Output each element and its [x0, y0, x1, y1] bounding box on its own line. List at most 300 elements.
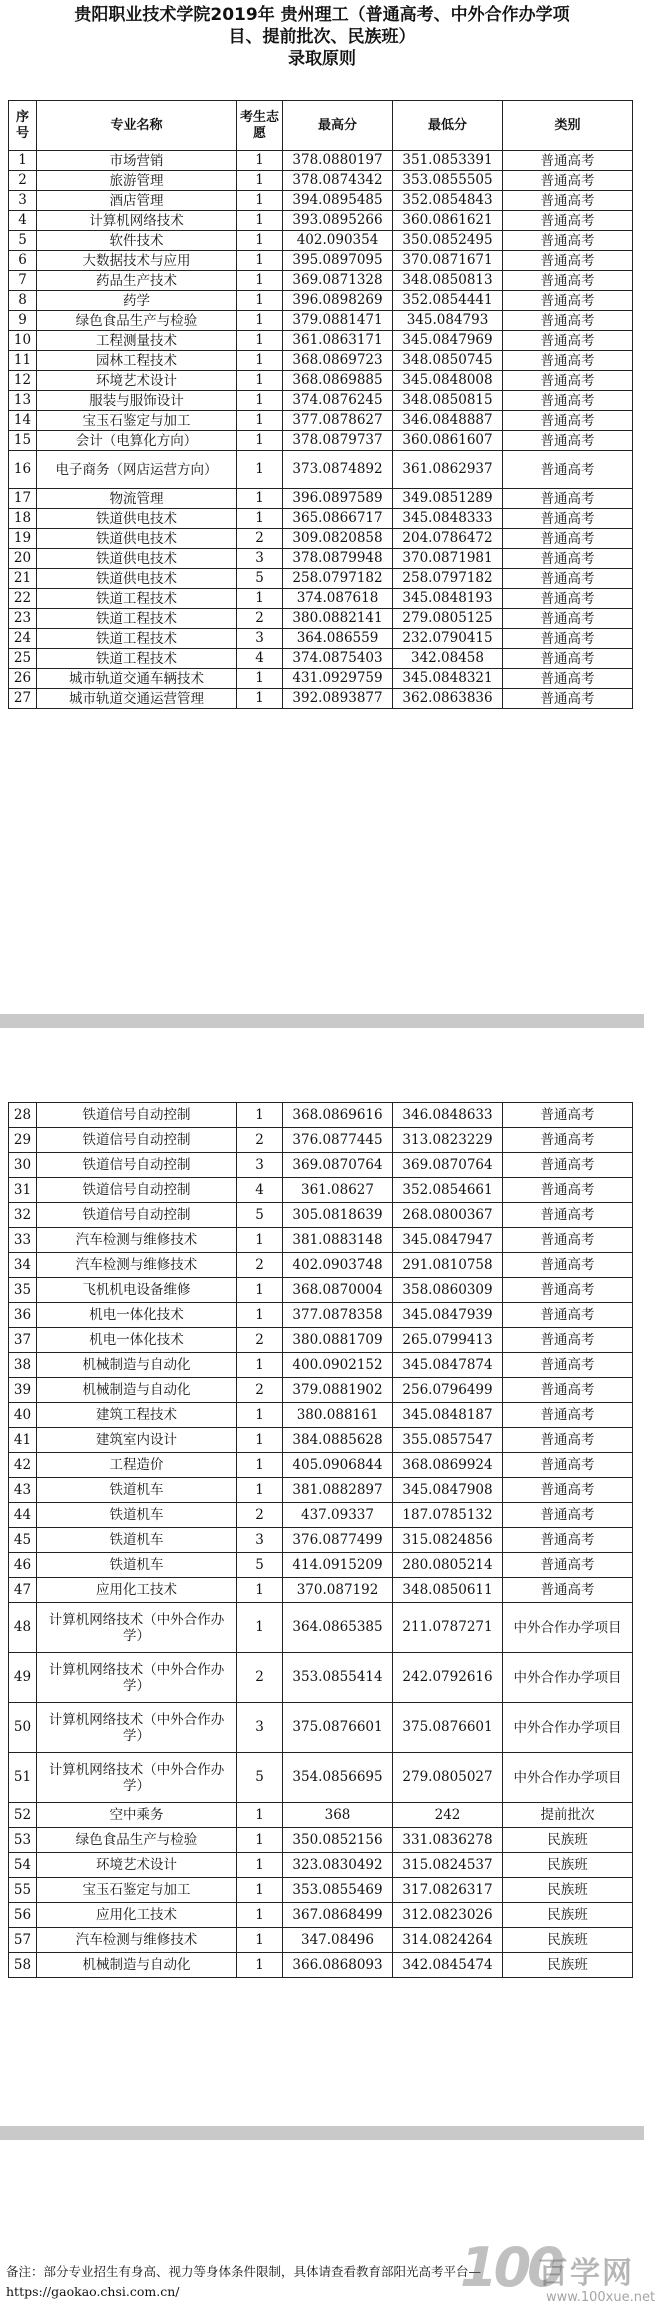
cell-seq: 40: [9, 1403, 37, 1428]
table-row: [9, 589, 633, 609]
cell-max: 431.0929759: [283, 669, 393, 689]
site-watermark: [460, 2232, 655, 2312]
cell-seq: 22: [9, 589, 37, 609]
cell-major: 应用化工技术: [37, 1903, 237, 1928]
cell-category: 中外合作办学项目: [503, 1703, 633, 1753]
cell-min: 315.0824537: [393, 1853, 503, 1878]
cell-wish: 1: [237, 311, 283, 331]
cell-seq: 16: [9, 451, 37, 489]
cell-category: 普通高考: [503, 291, 633, 311]
table-row: [9, 629, 633, 649]
cell-seq: 23: [9, 609, 37, 629]
cell-max: 377.0878358: [283, 1303, 393, 1328]
cell-major: 铁道工程技术: [37, 609, 237, 629]
cell-major: 环境艺术设计: [37, 1853, 237, 1878]
cell-min: 352.0854441: [393, 291, 503, 311]
cell-wish: 1: [237, 391, 283, 411]
table-row: [9, 689, 633, 709]
cell-major: 铁道供电技术: [37, 549, 237, 569]
cell-category: 普通高考: [503, 1553, 633, 1578]
cell-category: 普通高考: [503, 1178, 633, 1203]
cell-max: 376.0877445: [283, 1128, 393, 1153]
cell-category: 普通高考: [503, 391, 633, 411]
cell-min: 345.0847908: [393, 1478, 503, 1503]
cell-seq: 25: [9, 649, 37, 669]
table-row: [9, 1703, 633, 1753]
cell-category: 普通高考: [503, 1478, 633, 1503]
cell-major: 机电一体化技术: [37, 1328, 237, 1353]
cell-major: 大数据技术与应用: [37, 251, 237, 271]
cell-wish: 1: [237, 1853, 283, 1878]
cell-min: 291.0810758: [393, 1253, 503, 1278]
watermark-logo: 100: [460, 2236, 561, 2299]
cell-seq: 55: [9, 1878, 37, 1903]
cell-seq: 27: [9, 689, 37, 709]
table-row: [9, 1928, 633, 1953]
cell-major: 汽车检测与维修技术: [37, 1928, 237, 1953]
cell-min: 362.0863836: [393, 689, 503, 709]
cell-seq: 33: [9, 1228, 37, 1253]
header-major: 专业名称: [37, 101, 237, 151]
cell-max: 364.086559: [283, 629, 393, 649]
title-line-3: 录取原则: [288, 49, 356, 69]
cell-seq: 29: [9, 1128, 37, 1153]
table-row: [9, 1103, 633, 1128]
cell-category: 民族班: [503, 1878, 633, 1903]
cell-max: 379.0881471: [283, 311, 393, 331]
cell-min: 345.0848321: [393, 669, 503, 689]
cell-seq: 15: [9, 431, 37, 451]
cell-min: 268.0800367: [393, 1203, 503, 1228]
cell-seq: 10: [9, 331, 37, 351]
admission-table-part-2: [8, 1102, 633, 1978]
table-row: [9, 509, 633, 529]
header-category: 类别: [503, 101, 633, 151]
cell-wish: 1: [237, 1828, 283, 1853]
cell-max: 368.0869885: [283, 371, 393, 391]
watermark-name: 百学网: [538, 2256, 634, 2291]
cell-wish: 1: [237, 509, 283, 529]
cell-seq: 42: [9, 1453, 37, 1478]
table-header-row: [9, 101, 633, 151]
table-row: [9, 1278, 633, 1303]
cell-major: 机械制造与自动化: [37, 1353, 237, 1378]
cell-wish: 1: [237, 211, 283, 231]
cell-max: 353.0855414: [283, 1653, 393, 1703]
cell-major: 铁道工程技术: [37, 649, 237, 669]
cell-min: 370.0871671: [393, 251, 503, 271]
cell-max: 353.0855469: [283, 1878, 393, 1903]
cell-min: 348.0850745: [393, 351, 503, 371]
table-row: [9, 1453, 633, 1478]
cell-seq: 17: [9, 489, 37, 509]
cell-max: 258.0797182: [283, 569, 393, 589]
table-row: [9, 311, 633, 331]
cell-min: 368.0869924: [393, 1453, 503, 1478]
cell-major: 环境艺术设计: [37, 371, 237, 391]
cell-max: 305.0818639: [283, 1203, 393, 1228]
table-row: [9, 1528, 633, 1553]
cell-category: 普通高考: [503, 1203, 633, 1228]
cell-major: 服装与服饰设计: [37, 391, 237, 411]
cell-wish: 1: [237, 589, 283, 609]
cell-wish: 1: [237, 411, 283, 431]
cell-min: 258.0797182: [393, 569, 503, 589]
cell-min: 317.0826317: [393, 1878, 503, 1903]
cell-seq: 30: [9, 1153, 37, 1178]
table-row: [9, 1153, 633, 1178]
cell-max: 368.0869723: [283, 351, 393, 371]
cell-major: 铁道供电技术: [37, 529, 237, 549]
cell-seq: 56: [9, 1903, 37, 1928]
cell-wish: 3: [237, 1703, 283, 1753]
header-wish: 考生志愿: [237, 101, 283, 151]
table-row: [9, 191, 633, 211]
cell-max: 396.0897589: [283, 489, 393, 509]
cell-min: 346.0848633: [393, 1103, 503, 1128]
table-row: [9, 1753, 633, 1803]
cell-min: 345.0848193: [393, 589, 503, 609]
cell-min: 360.0861621: [393, 211, 503, 231]
cell-wish: 3: [237, 1528, 283, 1553]
table-row: [9, 1303, 633, 1328]
cell-seq: 6: [9, 251, 37, 271]
cell-max: 309.0820858: [283, 529, 393, 549]
cell-wish: 2: [237, 1378, 283, 1403]
cell-max: 323.0830492: [283, 1853, 393, 1878]
cell-min: 242: [393, 1803, 503, 1828]
cell-wish: 1: [237, 489, 283, 509]
cell-min: 375.0876601: [393, 1703, 503, 1753]
table-row: [9, 1428, 633, 1453]
cell-min: 256.0796499: [393, 1378, 503, 1403]
cell-wish: 1: [237, 689, 283, 709]
cell-wish: 1: [237, 1953, 283, 1978]
cell-category: 普通高考: [503, 1328, 633, 1353]
cell-min: 353.0855505: [393, 171, 503, 191]
cell-category: 普通高考: [503, 171, 633, 191]
table-row: [9, 529, 633, 549]
cell-category: 民族班: [503, 1953, 633, 1978]
watermark-url: www.100xue.net: [546, 2290, 655, 2305]
table-row: [9, 549, 633, 569]
cell-major: 绿色食品生产与检验: [37, 311, 237, 331]
cell-wish: 5: [237, 1203, 283, 1228]
cell-seq: 44: [9, 1503, 37, 1528]
cell-wish: 1: [237, 371, 283, 391]
cell-wish: 1: [237, 1603, 283, 1653]
cell-wish: 1: [237, 251, 283, 271]
cell-category: 普通高考: [503, 231, 633, 251]
table-row: [9, 1603, 633, 1653]
cell-category: 普通高考: [503, 689, 633, 709]
cell-wish: 1: [237, 351, 283, 371]
cell-min: 351.0853391: [393, 151, 503, 171]
cell-major: 物流管理: [37, 489, 237, 509]
cell-max: 394.0895485: [283, 191, 393, 211]
cell-category: 普通高考: [503, 529, 633, 549]
cell-major: 铁道信号自动控制: [37, 1153, 237, 1178]
cell-max: 361.08627: [283, 1178, 393, 1203]
cell-max: 366.0868093: [283, 1953, 393, 1978]
cell-min: 211.0787271: [393, 1603, 503, 1653]
cell-category: 民族班: [503, 1903, 633, 1928]
cell-seq: 32: [9, 1203, 37, 1228]
header-max: 最高分: [283, 101, 393, 151]
cell-wish: 1: [237, 331, 283, 351]
title-line-1: 贵阳职业技术学院2019年 贵州理工（普通高考、中外合作办学项: [74, 5, 570, 25]
cell-max: 368: [283, 1803, 393, 1828]
cell-max: 374.087618: [283, 589, 393, 609]
cell-category: 普通高考: [503, 1403, 633, 1428]
cell-max: 374.0875403: [283, 649, 393, 669]
cell-max: 373.0874892: [283, 451, 393, 489]
cell-wish: 1: [237, 1578, 283, 1603]
cell-max: 381.0882897: [283, 1478, 393, 1503]
cell-min: 348.0850815: [393, 391, 503, 411]
cell-max: 380.0882141: [283, 609, 393, 629]
cell-category: 普通高考: [503, 1453, 633, 1478]
cell-category: 普通高考: [503, 331, 633, 351]
table-row: [9, 251, 633, 271]
cell-min: 265.0799413: [393, 1328, 503, 1353]
table-body-part-1: [9, 151, 633, 709]
cell-min: 370.0871981: [393, 549, 503, 569]
cell-wish: 1: [237, 1453, 283, 1478]
cell-max: 375.0876601: [283, 1703, 393, 1753]
table-row: [9, 431, 633, 451]
cell-min: 350.0852495: [393, 231, 503, 251]
cell-category: 普通高考: [503, 1378, 633, 1403]
cell-seq: 57: [9, 1928, 37, 1953]
table-row: [9, 1178, 633, 1203]
cell-seq: 11: [9, 351, 37, 371]
cell-max: 376.0877499: [283, 1528, 393, 1553]
cell-wish: 1: [237, 1228, 283, 1253]
cell-max: 437.09337: [283, 1503, 393, 1528]
cell-min: 345.0848333: [393, 509, 503, 529]
cell-seq: 43: [9, 1478, 37, 1503]
cell-seq: 8: [9, 291, 37, 311]
cell-wish: 1: [237, 1353, 283, 1378]
cell-major: 飞机机电设备维修: [37, 1278, 237, 1303]
table-row: [9, 1578, 633, 1603]
cell-seq: 49: [9, 1653, 37, 1703]
admission-table-part-1: [8, 100, 633, 709]
cell-wish: 2: [237, 1503, 283, 1528]
cell-max: 396.0898269: [283, 291, 393, 311]
cell-min: 345.0847947: [393, 1228, 503, 1253]
table-row: [9, 569, 633, 589]
cell-seq: 53: [9, 1828, 37, 1853]
cell-category: 中外合作办学项目: [503, 1753, 633, 1803]
cell-max: 378.0874342: [283, 171, 393, 191]
cell-seq: 13: [9, 391, 37, 411]
cell-max: 378.0879948: [283, 549, 393, 569]
table-row: [9, 649, 633, 669]
cell-max: 381.0883148: [283, 1228, 393, 1253]
cell-wish: 1: [237, 1278, 283, 1303]
cell-major: 汽车检测与维修技术: [37, 1228, 237, 1253]
cell-wish: 2: [237, 1328, 283, 1353]
cell-seq: 51: [9, 1753, 37, 1803]
cell-major: 建筑室内设计: [37, 1428, 237, 1453]
table-row: [9, 211, 633, 231]
cell-min: 355.0857547: [393, 1428, 503, 1453]
table-row: [9, 1803, 633, 1828]
cell-max: 354.0856695: [283, 1753, 393, 1803]
cell-min: 342.08458: [393, 649, 503, 669]
cell-major: 宝玉石鉴定与加工: [37, 1878, 237, 1903]
cell-wish: 4: [237, 1178, 283, 1203]
cell-category: 普通高考: [503, 629, 633, 649]
cell-category: 民族班: [503, 1853, 633, 1878]
cell-min: 279.0805125: [393, 609, 503, 629]
table-body-part-2: [9, 1103, 633, 1978]
cell-max: 367.0868499: [283, 1903, 393, 1928]
table-row: [9, 291, 633, 311]
cell-seq: 45: [9, 1528, 37, 1553]
cell-major: 软件技术: [37, 231, 237, 251]
cell-wish: 1: [237, 291, 283, 311]
cell-min: 352.0854661: [393, 1178, 503, 1203]
cell-seq: 20: [9, 549, 37, 569]
cell-min: 280.0805214: [393, 1553, 503, 1578]
cell-min: 242.0792616: [393, 1653, 503, 1703]
table-row: [9, 1228, 633, 1253]
table-row: [9, 1853, 633, 1878]
cell-max: 378.0880197: [283, 151, 393, 171]
cell-seq: 31: [9, 1178, 37, 1203]
cell-min: 346.0848887: [393, 411, 503, 431]
cell-seq: 19: [9, 529, 37, 549]
cell-major: 汽车检测与维修技术: [37, 1253, 237, 1278]
cell-category: 普通高考: [503, 211, 633, 231]
table-row: [9, 1203, 633, 1228]
cell-category: 普通高考: [503, 1278, 633, 1303]
cell-max: 402.090354: [283, 231, 393, 251]
cell-category: 普通高考: [503, 1253, 633, 1278]
cell-min: 345.0848008: [393, 371, 503, 391]
cell-category: 普通高考: [503, 1503, 633, 1528]
cell-wish: 5: [237, 1753, 283, 1803]
cell-max: 402.0903748: [283, 1253, 393, 1278]
cell-min: 313.0823229: [393, 1128, 503, 1153]
cell-wish: 1: [237, 431, 283, 451]
cell-major: 绿色食品生产与检验: [37, 1828, 237, 1853]
table-row: [9, 609, 633, 629]
cell-category: 普通高考: [503, 649, 633, 669]
cell-major: 机械制造与自动化: [37, 1953, 237, 1978]
table-row: [9, 331, 633, 351]
cell-min: 204.0786472: [393, 529, 503, 549]
cell-major: 建筑工程技术: [37, 1403, 237, 1428]
section-divider-bottom: [0, 2126, 644, 2140]
cell-max: 414.0915209: [283, 1553, 393, 1578]
cell-wish: 1: [237, 1303, 283, 1328]
table-row: [9, 1403, 633, 1428]
cell-seq: 46: [9, 1553, 37, 1578]
cell-max: 384.0885628: [283, 1428, 393, 1453]
cell-category: 普通高考: [503, 489, 633, 509]
cell-category: 普通高考: [503, 1353, 633, 1378]
cell-major: 空中乘务: [37, 1803, 237, 1828]
cell-wish: 1: [237, 1928, 283, 1953]
cell-max: 378.0879737: [283, 431, 393, 451]
cell-category: 普通高考: [503, 1128, 633, 1153]
table-row: [9, 351, 633, 371]
cell-max: 369.0870764: [283, 1153, 393, 1178]
cell-min: 315.0824856: [393, 1528, 503, 1553]
cell-major: 会计（电算化方向）: [37, 431, 237, 451]
cell-seq: 24: [9, 629, 37, 649]
cell-seq: 7: [9, 271, 37, 291]
cell-category: 普通高考: [503, 1303, 633, 1328]
cell-max: 377.0878627: [283, 411, 393, 431]
cell-category: 普通高考: [503, 311, 633, 331]
cell-seq: 34: [9, 1253, 37, 1278]
cell-max: 368.0870004: [283, 1278, 393, 1303]
table-row: [9, 371, 633, 391]
cell-min: 314.0824264: [393, 1928, 503, 1953]
cell-major: 计算机网络技术: [37, 211, 237, 231]
title-line-2: 目、提前批次、民族班）: [228, 27, 416, 47]
cell-category: 普通高考: [503, 1153, 633, 1178]
table-row: [9, 1953, 633, 1978]
cell-seq: 52: [9, 1803, 37, 1828]
cell-major: 计算机网络技术（中外合作办学）: [37, 1753, 237, 1803]
page-title: [6, 4, 638, 70]
cell-major: 药学: [37, 291, 237, 311]
cell-major: 铁道机车: [37, 1528, 237, 1553]
cell-major: 铁道工程技术: [37, 589, 237, 609]
cell-min: 361.0862937: [393, 451, 503, 489]
cell-wish: 1: [237, 1403, 283, 1428]
cell-category: 中外合作办学项目: [503, 1653, 633, 1703]
cell-category: 普通高考: [503, 191, 633, 211]
table-row: [9, 1903, 633, 1928]
cell-seq: 18: [9, 509, 37, 529]
cell-category: 普通高考: [503, 1578, 633, 1603]
cell-seq: 39: [9, 1378, 37, 1403]
cell-category: 普通高考: [503, 251, 633, 271]
table-row: [9, 1653, 633, 1703]
cell-wish: 1: [237, 669, 283, 689]
cell-major: 计算机网络技术（中外合作办学）: [37, 1603, 237, 1653]
cell-wish: 2: [237, 1253, 283, 1278]
cell-wish: 1: [237, 191, 283, 211]
cell-seq: 21: [9, 569, 37, 589]
cell-seq: 41: [9, 1428, 37, 1453]
cell-seq: 47: [9, 1578, 37, 1603]
cell-min: 349.0851289: [393, 489, 503, 509]
cell-category: 普通高考: [503, 1428, 633, 1453]
cell-category: 民族班: [503, 1828, 633, 1853]
cell-seq: 54: [9, 1853, 37, 1878]
cell-wish: 2: [237, 1653, 283, 1703]
cell-wish: 4: [237, 649, 283, 669]
cell-seq: 1: [9, 151, 37, 171]
cell-major: 园林工程技术: [37, 351, 237, 371]
cell-min: 345.0847874: [393, 1353, 503, 1378]
table-row: [9, 1828, 633, 1853]
cell-seq: 3: [9, 191, 37, 211]
cell-category: 普通高考: [503, 569, 633, 589]
footer-note: 备注：部分专业招生有身高、视力等身体条件限制，具体请查看教育部阳光高考平台—https://gaokao.chsi.com.cn/: [6, 2264, 482, 2299]
cell-major: 机电一体化技术: [37, 1303, 237, 1328]
table-row: [9, 1553, 633, 1578]
cell-category: 普通高考: [503, 451, 633, 489]
